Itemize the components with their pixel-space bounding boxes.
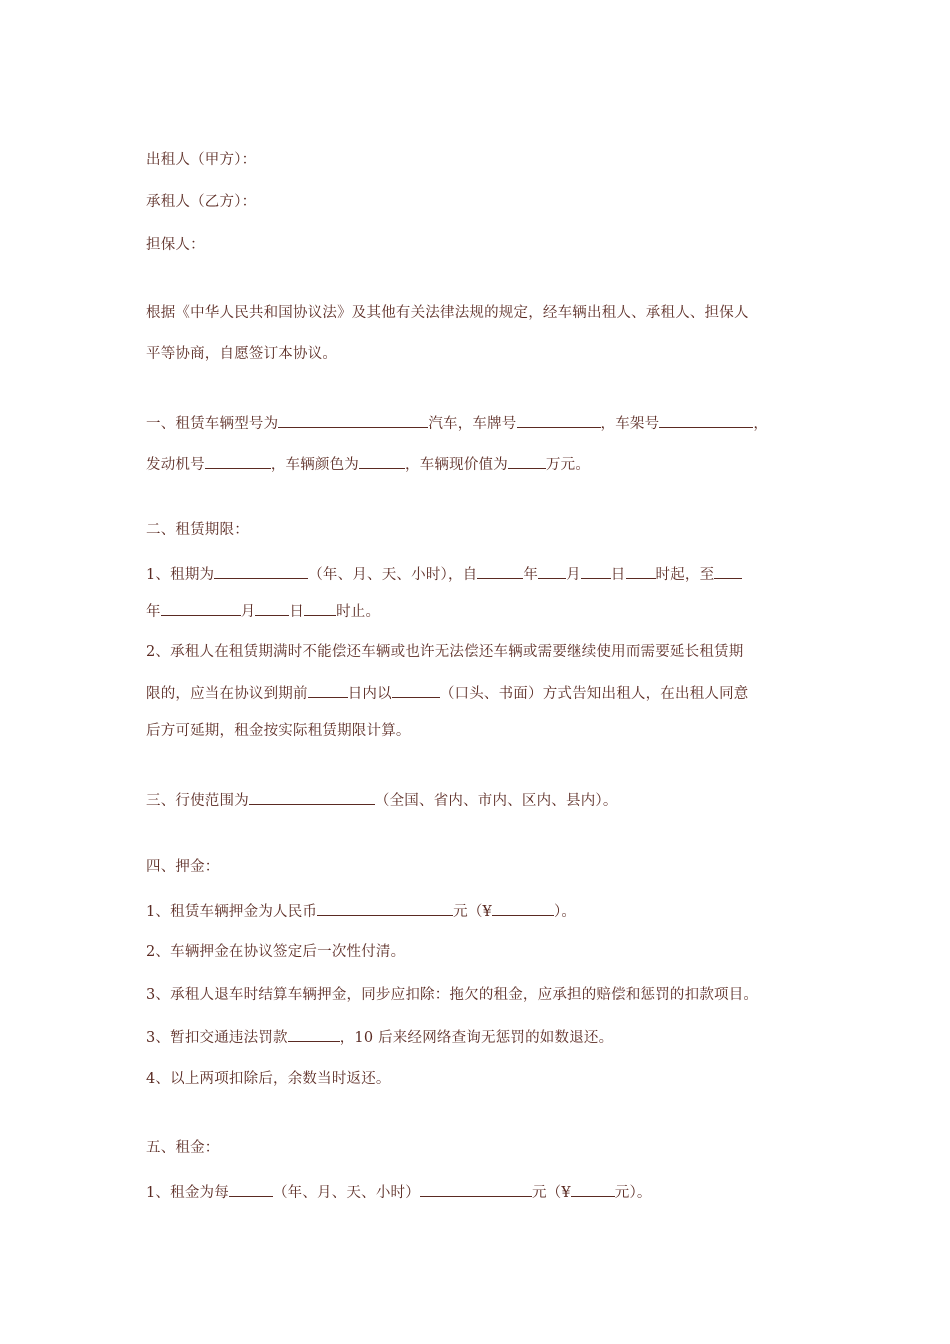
section-4-p5: 4、以上两项扣除后，余数当时返还。 [146,1071,391,1087]
text: ，车辆颜色为 [270,457,360,473]
section-1-line-2 [146,453,590,475]
text: 3、暂扣交通违法罚款 [146,1030,288,1046]
plate-number-blank [517,412,601,428]
section-2-p1-line-2 [146,600,380,622]
start-day-blank [581,563,611,579]
text: 1、租赁车辆押金为人民币 [146,904,318,920]
text: 日内以 [347,686,392,702]
text: 1、租金为每 [146,1185,229,1201]
rent-amount-blank [420,1181,532,1197]
section-2-title: 二、租赁期限： [146,522,249,538]
section-4-p3: 3、承租人退车时结算车辆押金，同步应扣除：拖欠的租金，应承担的赔偿和惩罚的扣款项目。 [146,987,759,1003]
section-3-line [146,789,618,811]
start-hour-blank [626,563,656,579]
text: 1、租期为 [146,567,215,583]
start-year-blank [477,563,523,579]
guarantor-line: 担保人： [146,237,205,253]
end-day-blank [255,600,289,616]
section-4-title: 四、押金： [146,859,220,875]
vehicle-value-blank [508,453,546,469]
text: （年、月、天、小时） [272,1185,420,1201]
text: 元）。 [614,1185,652,1201]
end-hour-blank [304,600,336,616]
text: ，车架号 [600,416,660,432]
notice-method-blank [392,682,440,698]
rent-unit-blank [229,1181,273,1197]
end-year-blank [714,563,742,579]
text: 一、租赁车辆型号为 [146,416,279,432]
text: （全国、省内、市内、区内、县内）。 [374,793,618,809]
text: 元（¥ [531,1185,571,1201]
section-4-p4 [146,1026,613,1048]
text: 年 [146,604,161,620]
end-month-blank [161,600,241,616]
text: ，车辆现价值为 [405,457,508,473]
text: 时止。 [336,604,381,620]
notice-days-blank [308,682,348,698]
frame-number-blank [659,412,753,428]
text: 汽车，车牌号 [428,416,517,432]
rent-yuan-blank [571,1181,615,1197]
intro-line-2: 平等协商，自愿签订本协议。 [146,346,338,362]
text: 月 [240,604,256,620]
section-1-line-1 [146,412,768,434]
text: 限的，应当在协议到期前 [146,686,308,702]
lessee-line: 承租人（乙方）： [146,194,257,210]
text: 发动机号 [146,457,205,473]
section-2-p2-line-2 [146,682,749,704]
text: 年 [523,567,539,583]
section-5-title: 五、租金： [146,1140,220,1156]
text: 日 [610,567,626,583]
section-5-p1 [146,1181,652,1203]
text: ）。 [553,904,577,920]
vehicle-color-blank [359,453,405,469]
text: ，10 后来经网络查询无惩罚的如数退还。 [339,1030,614,1046]
deposit-amount-blank [317,900,453,916]
text: 元（¥ [453,904,492,920]
text: ， [753,416,769,432]
text: （年、月、天、小时），自 [308,567,478,583]
section-2-p2-line-3: 后方可延期，租金按实际租赁期限计算。 [146,723,411,739]
lease-term-blank [214,563,308,579]
vehicle-model-blank [278,412,428,428]
section-2-p2-line-1: 2、承租人在租赁期满时不能偿还车辆或也许无法偿还车辆或需要继续使用而需要延长租赁期 [146,644,744,660]
text: 月 [566,567,581,583]
intro-line-1: 根据《中华人民共和国协议法》及其他有关法律法规的规定，经车辆出租人、承租人、担保人 [146,305,749,321]
start-month-blank [538,563,566,579]
text: （口头、书面）方式告知出租人，在出租人同意 [439,686,749,702]
section-4-p1 [146,900,576,922]
section-4-p2: 2、车辆押金在协议签定后一次性付清。 [146,944,406,960]
usage-range-blank [249,789,375,805]
text: 日 [289,604,305,620]
text: 三、行使范围为 [146,793,249,809]
deposit-yuan-blank [492,900,554,916]
fine-amount-blank [288,1026,340,1042]
lessor-line: 出租人（甲方）： [146,152,257,168]
engine-number-blank [205,453,271,469]
text: 万元。 [545,457,591,473]
section-2-p1-line-1 [146,563,742,585]
text: 时起，至 [655,567,715,583]
